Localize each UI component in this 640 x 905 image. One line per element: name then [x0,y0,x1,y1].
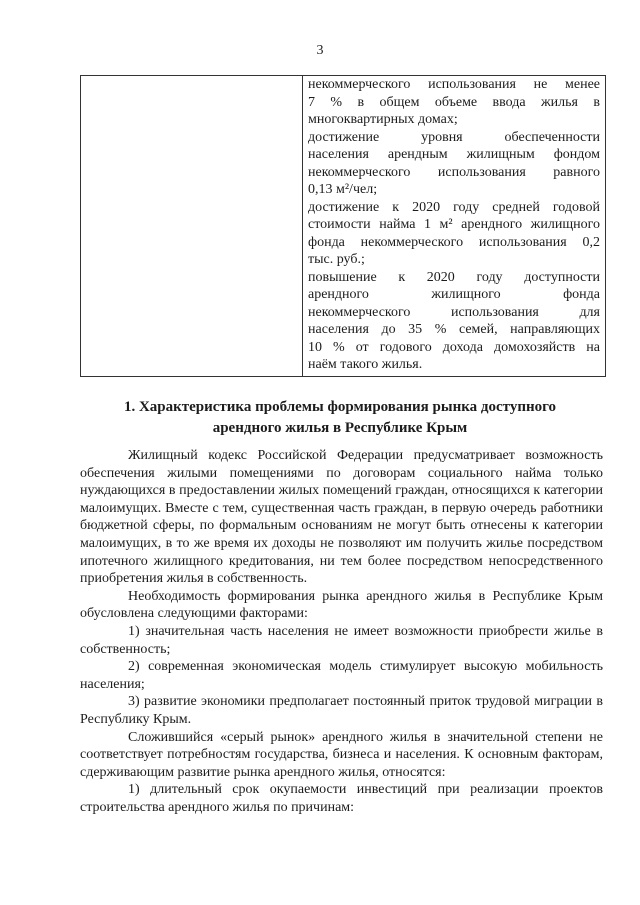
goal-line: тыс. руб.; [308,252,365,267]
goal-line: стоимости найма 1 м² арендного жилищного [308,217,600,232]
goal-line: 7 % в общем объеме ввода жилья в [308,94,600,110]
section-body [80,447,603,816]
goal-line: повышение к 2020 году доступности [308,269,600,285]
list-item: 1) значительная часть населения не имеет возможности приобрести жилье в собственность; [80,623,603,657]
goals-table [80,75,606,377]
goal-line: достижение уровня обеспеченности [308,129,600,145]
section-heading [80,397,600,439]
goal-line: арендного жилищного фонда [308,287,600,302]
list-item: 2) современная экономическая модель стимулирует высокую мобильность населения; [80,659,603,692]
goal-line: 10 % от годового дохода домохозяйств на [308,339,600,355]
goal-line: многоквартирных домах; [308,112,458,127]
goals-table-left-cell [81,76,303,377]
goal-line: фонда некоммерческого использования 0,2 [308,234,600,250]
paragraph: Необходимость формирования рынка арендного жилья в Республике Крым обусловлена следующими факторами: [80,588,603,622]
goal-line: 0,13 м²/чел; [308,182,378,197]
section-heading-line: 1. Характеристика проблемы формирования рынка доступного [123,399,557,415]
page-number: 3 [316,43,324,58]
paragraph: Сложившийся «серый рынок» арендного жилья в значительной степени не соответствует потребностям государства, бизнеса и населения. К основным факторам, сдерживающим развитие рынка арендного жилья, относятся: [80,729,603,780]
goal-line: населения до 35 % семей, направляющих [308,322,600,337]
list-item: 1) длительный срок окупаемости инвестиций при реализации проектов строительства арендного жилья по причинам: [80,782,603,815]
goal-line: населения арендным жилищным фондом [308,147,600,162]
list-item: 3) развитие экономики предполагает постоянный приток трудовой миграции в Республику Крым. [80,694,603,727]
goal-line: наём такого жилья. [308,357,423,372]
goals-table-right-cell [303,76,606,377]
goal-line: некоммерческого использования равного [308,164,600,180]
goal-line: достижение к 2020 году средней годовой [308,199,600,215]
section-heading-line: арендного жилья в Республике Крым [212,420,468,436]
goal-line: некоммерческого использования для [308,304,600,320]
goal-line: некоммерческого использования не менее [308,77,600,92]
paragraph: Жилищный кодекс Российской Федерации предусматривает возможность обеспечения жилыми помещениями по договорам социального найма только нуждающихся в предоставлении жилых помещений граждан, относящихся к категории малоимущих. Вместе с тем, существенная часть граждан, в первую очередь работники бюджетной сферы, по формальным основаниям не могут быть отнесены к категории малоимущих, в то же время их доходы не позволяют им получить жилье посредством ипотечного жилищного кредитования, ни тем более посредством непосредственного приобретения жилья в собственность. [80,448,603,587]
